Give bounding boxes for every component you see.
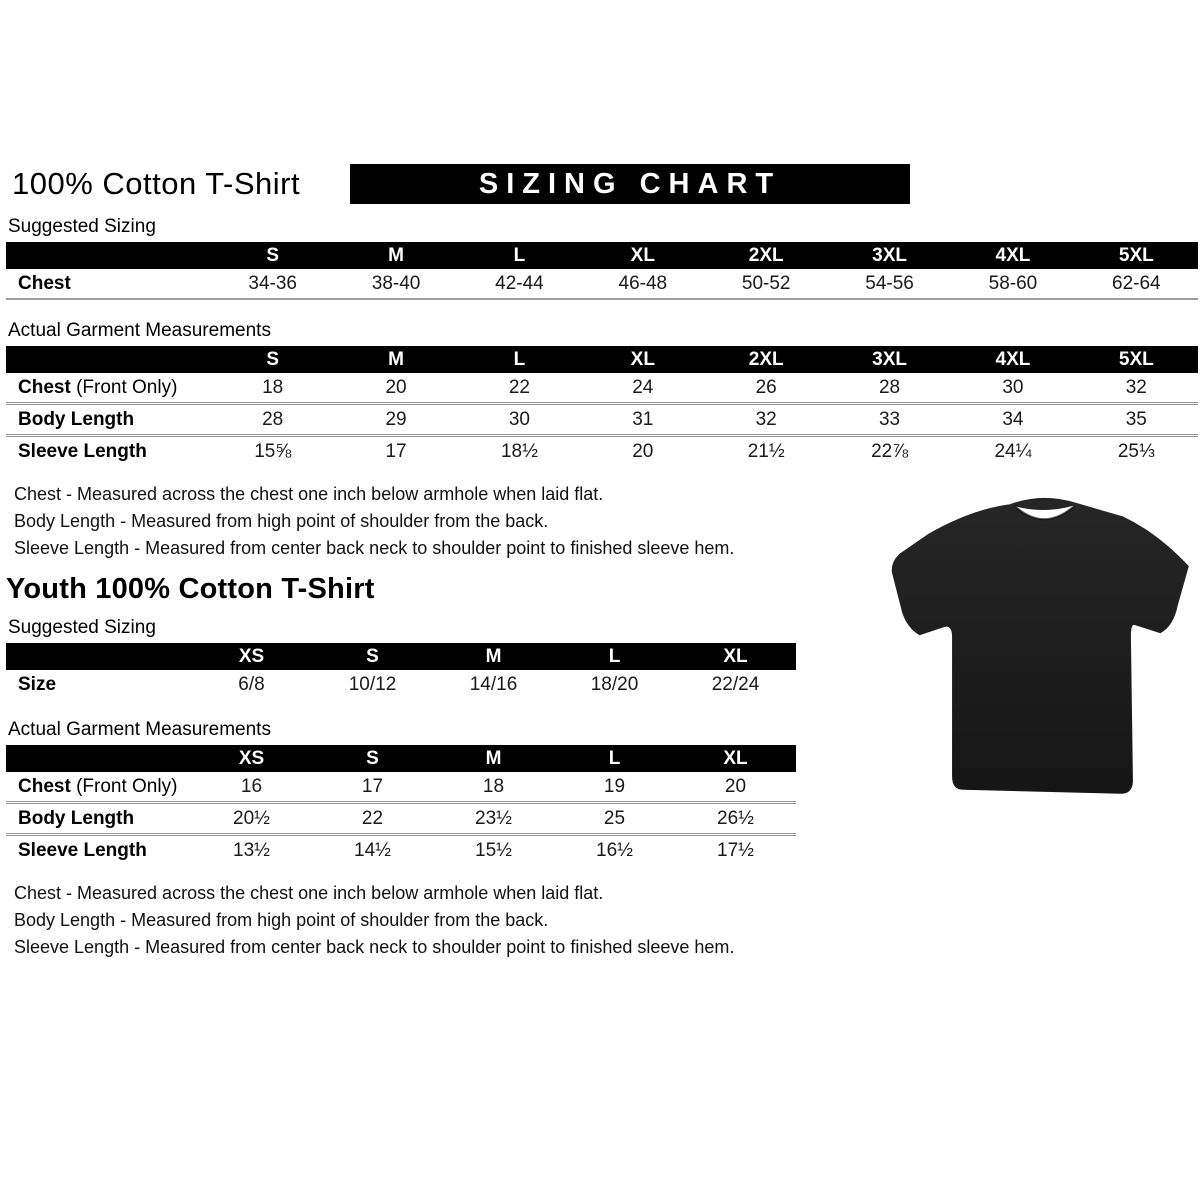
measurement-cell: 17 xyxy=(385,440,407,462)
measurement-note: Body Length - Measured from high point of shoulder from the back. xyxy=(14,910,549,930)
table-corner-cell xyxy=(6,643,191,670)
measurement-cell: 54-56 xyxy=(865,272,914,294)
size-column-header: 3XL xyxy=(828,346,951,373)
size-column-header: S xyxy=(211,346,334,373)
size-column-header: 5XL xyxy=(1075,242,1198,269)
size-column-header: L xyxy=(458,346,581,373)
table-row xyxy=(6,373,1198,404)
measurement-cell: 14/16 xyxy=(469,673,518,695)
measurement-cell: 24¼ xyxy=(994,440,1032,462)
measurement-cell: 32 xyxy=(1125,376,1147,398)
measurement-cell: 25⅓ xyxy=(1117,440,1155,462)
measurement-cell: 20½ xyxy=(233,807,270,829)
size-column-header: M xyxy=(334,346,457,373)
measurement-cell: 32 xyxy=(755,408,777,430)
size-column-header: XL xyxy=(675,643,796,670)
size-column-header: L xyxy=(458,242,581,269)
measurement-cell: 62-64 xyxy=(1112,272,1161,294)
measurement-cell: 15⅝ xyxy=(254,440,292,462)
table-corner-cell xyxy=(6,242,211,269)
header-row xyxy=(6,163,1198,205)
row-label: Body Length xyxy=(18,807,135,829)
table-corner-cell xyxy=(6,745,191,772)
size-column-header: XS xyxy=(191,745,312,772)
youth-suggested-sizing-label: Suggested Sizing xyxy=(8,617,156,638)
measurement-cell: 20 xyxy=(385,376,407,398)
measurement-note: Sleeve Length - Measured from center back neck to shoulder point to finished sleeve hem. xyxy=(14,538,735,558)
size-column-header: 4XL xyxy=(951,346,1074,373)
measurement-cell: 46-48 xyxy=(618,272,668,294)
row-label: Size xyxy=(18,673,57,695)
measurement-cell: 30 xyxy=(508,408,530,430)
row-label: Body Length xyxy=(18,408,135,430)
measurement-cell: 18/20 xyxy=(590,673,639,695)
measurement-cell: 20 xyxy=(632,440,654,462)
size-column-header: M xyxy=(334,242,457,269)
measurement-cell: 50-52 xyxy=(741,272,791,294)
youth-measurements-label: Actual Garment Measurements xyxy=(8,719,271,740)
measurement-cell: 18 xyxy=(482,775,505,797)
measurement-cell: 22 xyxy=(361,807,384,829)
measurement-cell: 33 xyxy=(878,408,901,430)
measurement-cell: 18 xyxy=(262,376,284,398)
measurement-note: Chest - Measured across the chest one inch below armhole when laid flat. xyxy=(14,883,604,903)
adult-suggested-sizing-label: Suggested Sizing xyxy=(8,216,156,237)
measurement-cell: 21½ xyxy=(747,440,785,462)
size-column-header: 4XL xyxy=(951,242,1074,269)
youth-measurement-notes xyxy=(14,880,1198,960)
table-row xyxy=(6,269,1198,299)
size-column-header: XL xyxy=(675,745,796,772)
measurement-cell: 16 xyxy=(240,775,263,797)
youth-measurements-table xyxy=(6,745,796,865)
page-title: 100% Cotton T-Shirt xyxy=(12,166,301,201)
measurement-cell: 6/8 xyxy=(238,673,265,695)
table-row xyxy=(6,436,1198,467)
measurement-cell: 28 xyxy=(878,376,901,398)
measurement-cell: 42-44 xyxy=(495,272,544,294)
measurement-note: Sleeve Length - Measured from center back neck to shoulder point to finished sleeve hem. xyxy=(14,937,735,957)
size-column-header: M xyxy=(433,643,554,670)
youth-title: Youth 100% Cotton T-Shirt xyxy=(6,573,375,605)
size-column-header: L xyxy=(554,643,675,670)
measurement-cell: 34-36 xyxy=(248,272,297,294)
size-column-header: XS xyxy=(191,643,312,670)
measurement-cell: 17 xyxy=(361,775,384,797)
measurement-cell: 10/12 xyxy=(348,673,397,695)
size-column-header: S xyxy=(312,643,433,670)
youth-suggested-sizing-table xyxy=(6,643,796,699)
measurement-cell: 19 xyxy=(603,775,626,797)
row-label: Sleeve Length xyxy=(18,440,147,462)
size-column-header: S xyxy=(211,242,334,269)
measurement-cell: 17½ xyxy=(717,839,754,861)
measurement-cell: 38-40 xyxy=(371,272,421,294)
measurement-cell: 22/24 xyxy=(711,673,760,695)
size-column-header: XL xyxy=(581,346,704,373)
size-column-header: M xyxy=(433,745,554,772)
measurement-cell: 13½ xyxy=(233,839,270,861)
row-label: Chest xyxy=(18,272,71,294)
adult-suggested-sizing-table xyxy=(6,242,1198,300)
table-row xyxy=(6,835,796,866)
measurement-cell: 23½ xyxy=(475,807,512,829)
measurement-cell: 18½ xyxy=(500,440,538,462)
tshirt-body xyxy=(892,498,1189,794)
adult-measurements-table xyxy=(6,346,1198,466)
measurement-cell: 16½ xyxy=(596,839,633,861)
tshirt-image xyxy=(890,492,1195,807)
measurement-cell: 29 xyxy=(385,408,407,430)
row-label: Chest (Front Only) xyxy=(18,775,178,797)
size-column-header: XL xyxy=(581,242,704,269)
measurement-cell: 25 xyxy=(603,807,626,829)
measurement-cell: 35 xyxy=(1125,408,1147,430)
measurement-cell: 34 xyxy=(1002,408,1024,430)
measurement-cell: 22⅞ xyxy=(871,440,909,462)
measurement-cell: 31 xyxy=(632,408,654,430)
table-row xyxy=(6,670,796,699)
measurement-cell: 30 xyxy=(1002,376,1024,398)
size-column-header: S xyxy=(312,745,433,772)
sizing-chart-banner: SIZING CHART xyxy=(350,164,910,204)
size-column-header: 2XL xyxy=(705,242,828,269)
measurement-cell: 24 xyxy=(632,376,654,398)
row-label: Sleeve Length xyxy=(18,839,147,861)
row-label: Chest (Front Only) xyxy=(18,376,178,398)
measurement-cell: 28 xyxy=(262,408,284,430)
measurement-cell: 14½ xyxy=(354,839,391,861)
measurement-cell: 26½ xyxy=(717,807,754,829)
measurement-cell: 15½ xyxy=(475,839,512,861)
table-row xyxy=(6,772,796,803)
table-row xyxy=(6,803,796,835)
size-column-header: 5XL xyxy=(1075,346,1198,373)
size-column-header: 3XL xyxy=(828,242,951,269)
measurement-cell: 22 xyxy=(508,376,530,398)
measurement-cell: 58-60 xyxy=(988,272,1038,294)
measurement-cell: 26 xyxy=(755,376,777,398)
size-column-header: 2XL xyxy=(705,346,828,373)
measurement-cell: 20 xyxy=(724,775,747,797)
tshirt-graphic xyxy=(890,492,1195,807)
measurement-note: Chest - Measured across the chest one inch below armhole when laid flat. xyxy=(14,484,604,504)
measurement-note: Body Length - Measured from high point of shoulder from the back. xyxy=(14,511,549,531)
size-column-header: L xyxy=(554,745,675,772)
table-corner-cell xyxy=(6,346,211,373)
adult-measurements-label: Actual Garment Measurements xyxy=(8,320,271,341)
table-row xyxy=(6,404,1198,436)
